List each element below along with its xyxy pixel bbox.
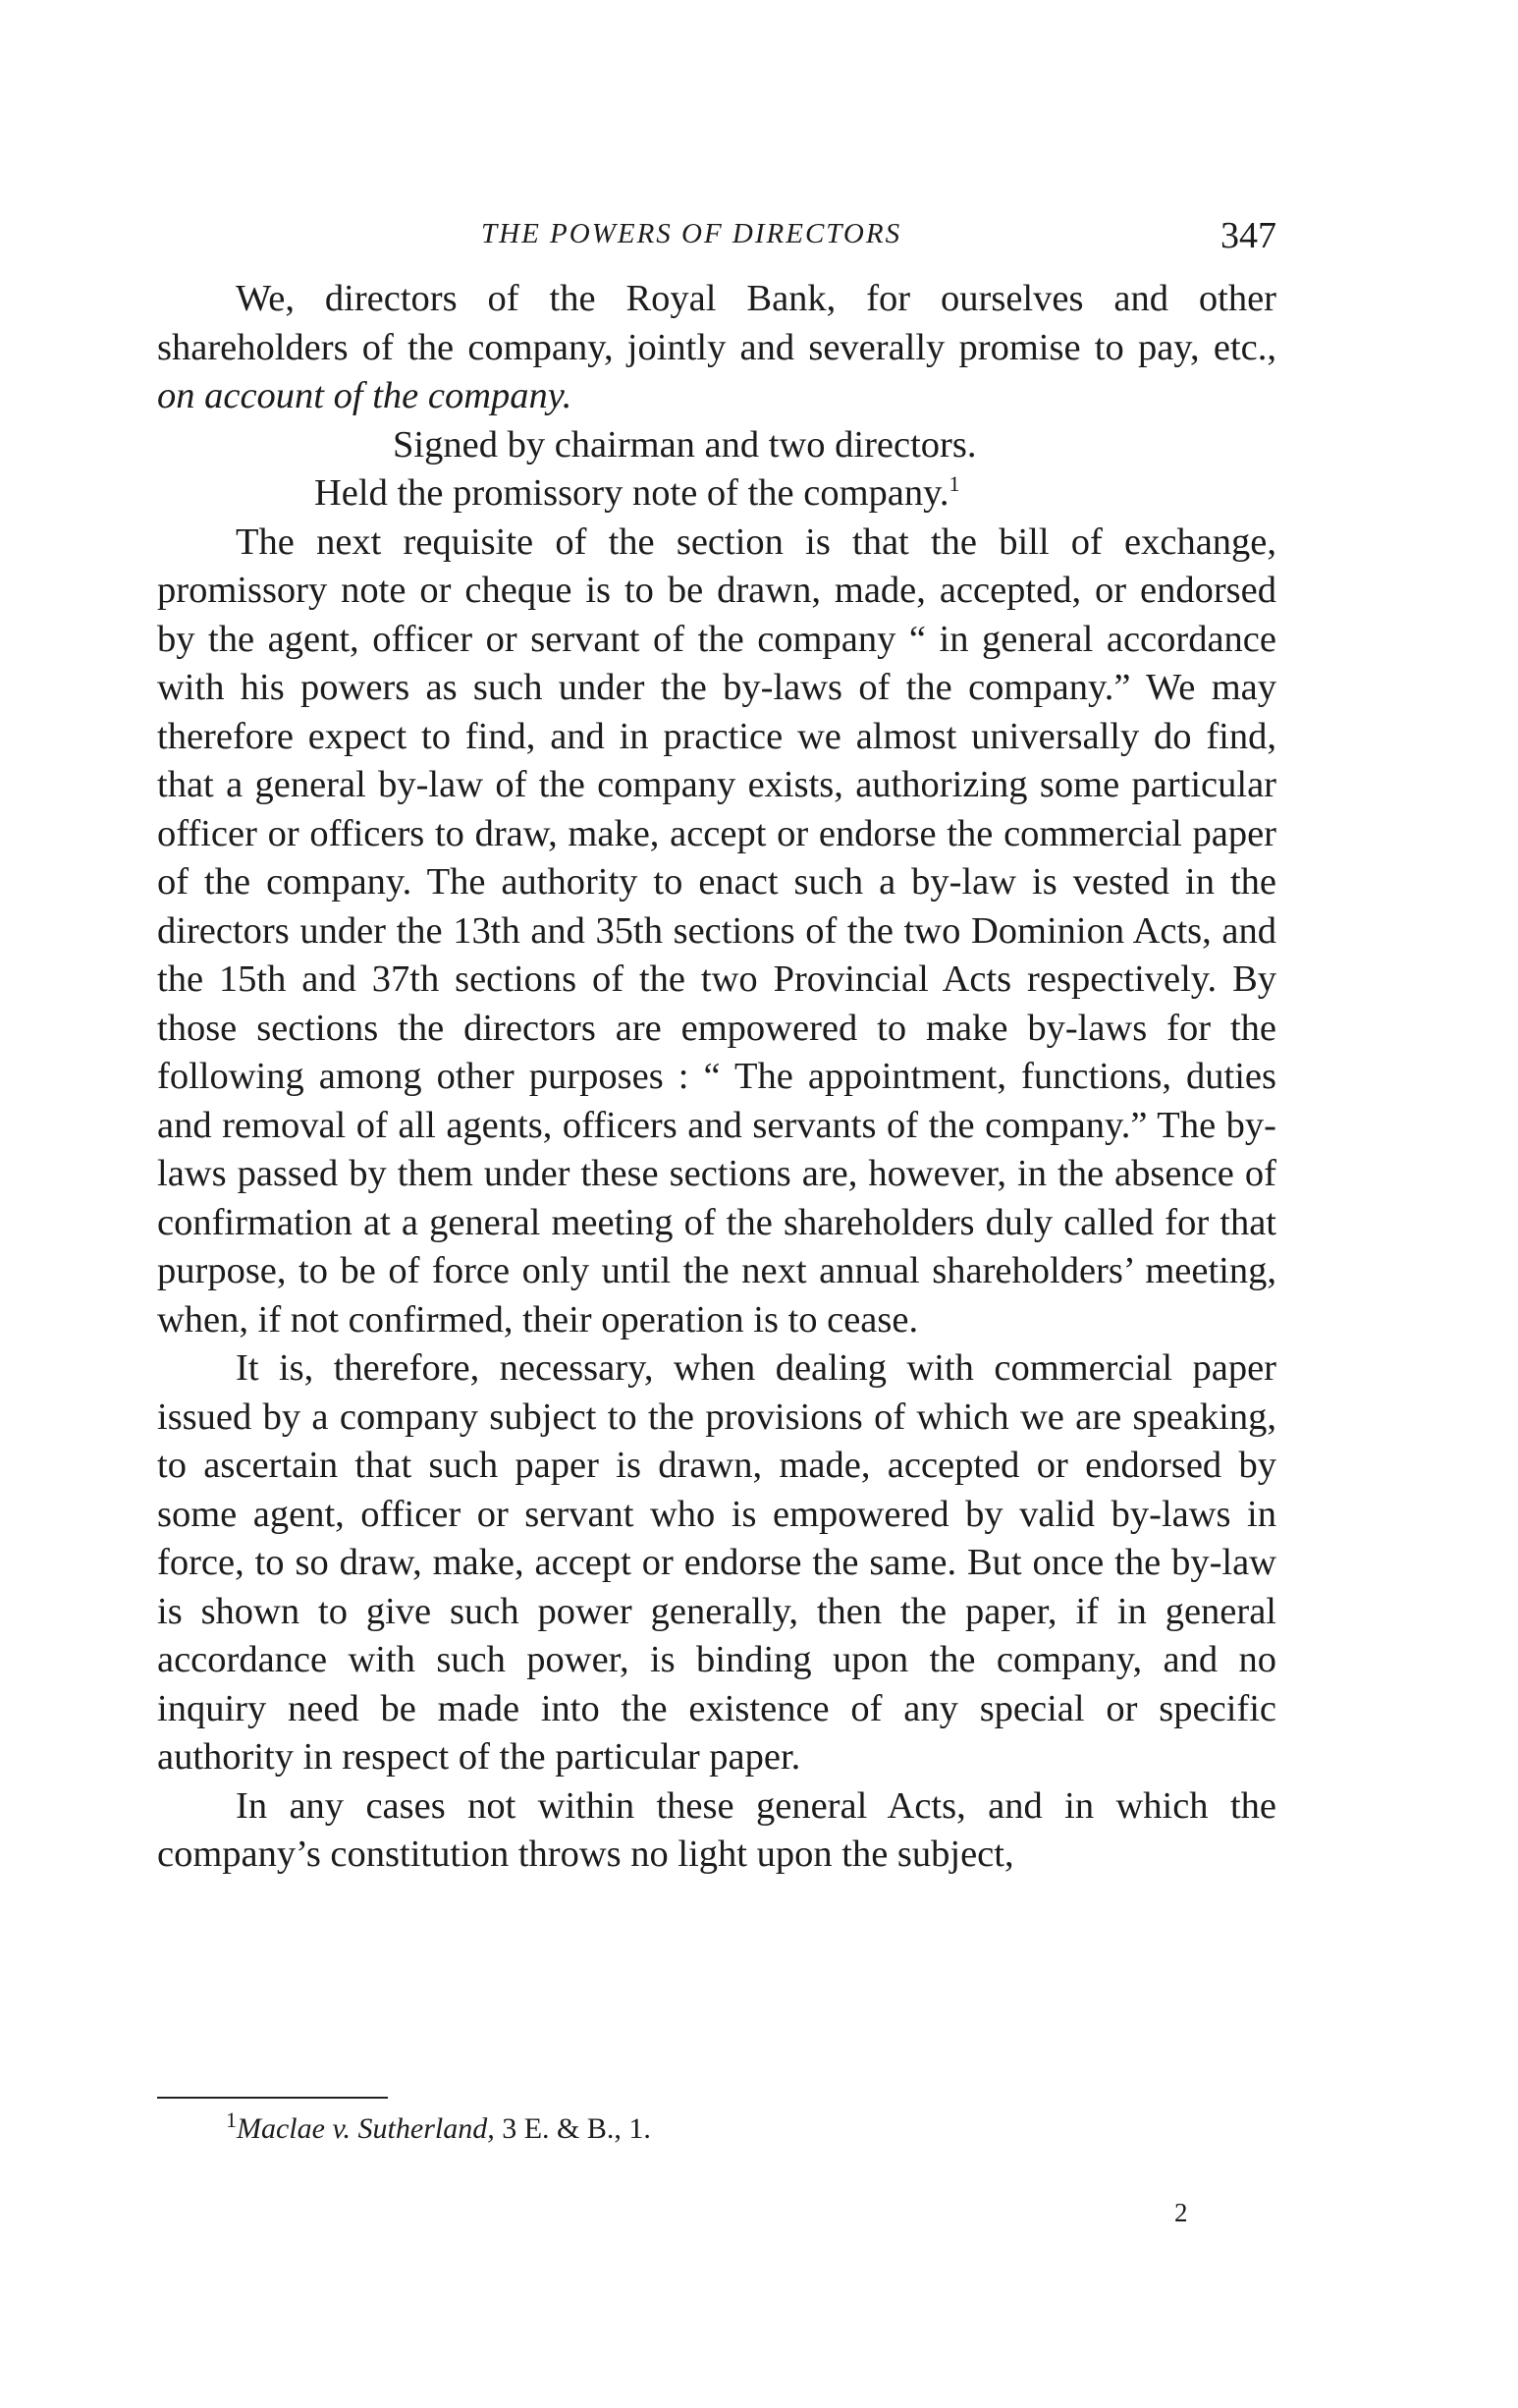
paragraph-requisite: The next requisite of the section is that the bill of exchange, promissory note or cheque is to be drawn, made, accepted, or endorsed by the agent, officer or servant of the company “ in general accordance with his powers as such under the by-laws of the company.” We may therefore expect to find, and in practice we almost universally do find, that a general by-law of the company exists, authorizing some particular officer or officers to draw, make, accept or endorse the commercial paper of the company. The authority to enact such a by-law is vested in the directors under the 13th and 35th sections of the two Dominion Acts, and the 15th and 37th sections of the two Provincial Acts respectively. By those sections the directors are empowered to make by-laws for the following among other purposes : “ The appointment, functions, duties and removal of all agents, officers and servants of the company.” The by-laws passed by them under these sections are, however, in the absence of confirmation at a general meeting of the shareholders duly called for that purpose, to be of force only until the next annual shareholders’ meeting, when, if not confirmed, their operation is to cease.	[157, 520, 1276, 1341]
footnote-citation: 3 E. & B., 1.	[494, 2112, 651, 2145]
footnote-case-name: Maclae v. Sutherland,	[237, 2112, 495, 2145]
paragraph-necessary: It is, therefore, necessary, when dealing with commercial paper issued by a company subject to the provisions of which we are speaking, to ascertain that such paper is drawn, made, accepted or endorsed by some agent, officer or servant who is empowered by valid by-laws in force, to so draw, make, accept or endorse the same. But once the by-law is shown to give such power generally, then the paper, if in general accordance with such power, is binding upon the company, and no inquiry need be made into the existence of any special or specific authority in respect of the particular paper.	[157, 1347, 1276, 1778]
footnote-marker: 1	[226, 2107, 237, 2132]
body-text	[157, 275, 1276, 1880]
quote-held-line	[157, 469, 1276, 519]
paragraph-other-cases: In any cases not within these general Acts, and in which the company’s constitution throws no light upon the subject,	[157, 1784, 1276, 1875]
quote-signed-line: Signed by chairman and two directors.	[393, 423, 977, 465]
footnote-divider	[157, 2097, 388, 2099]
quoted-promissory-note	[157, 275, 1276, 421]
footnote-reference: 1	[949, 471, 960, 497]
running-head	[157, 214, 1276, 273]
printer-signature-mark: 2	[1174, 2198, 1188, 2227]
quote-text: We, directors of the Royal Bank, for ourselves and other shareholders of the company, jointly and severally promise to pay, etc.,	[157, 278, 1276, 368]
page-number: 347	[1220, 215, 1276, 256]
footnote	[226, 2109, 651, 2149]
held-text: Held the promissory note of the company.	[314, 472, 949, 514]
running-title: THE POWERS OF DIRECTORS	[481, 218, 902, 249]
quote-italic-text: on account of the company.	[157, 375, 572, 416]
